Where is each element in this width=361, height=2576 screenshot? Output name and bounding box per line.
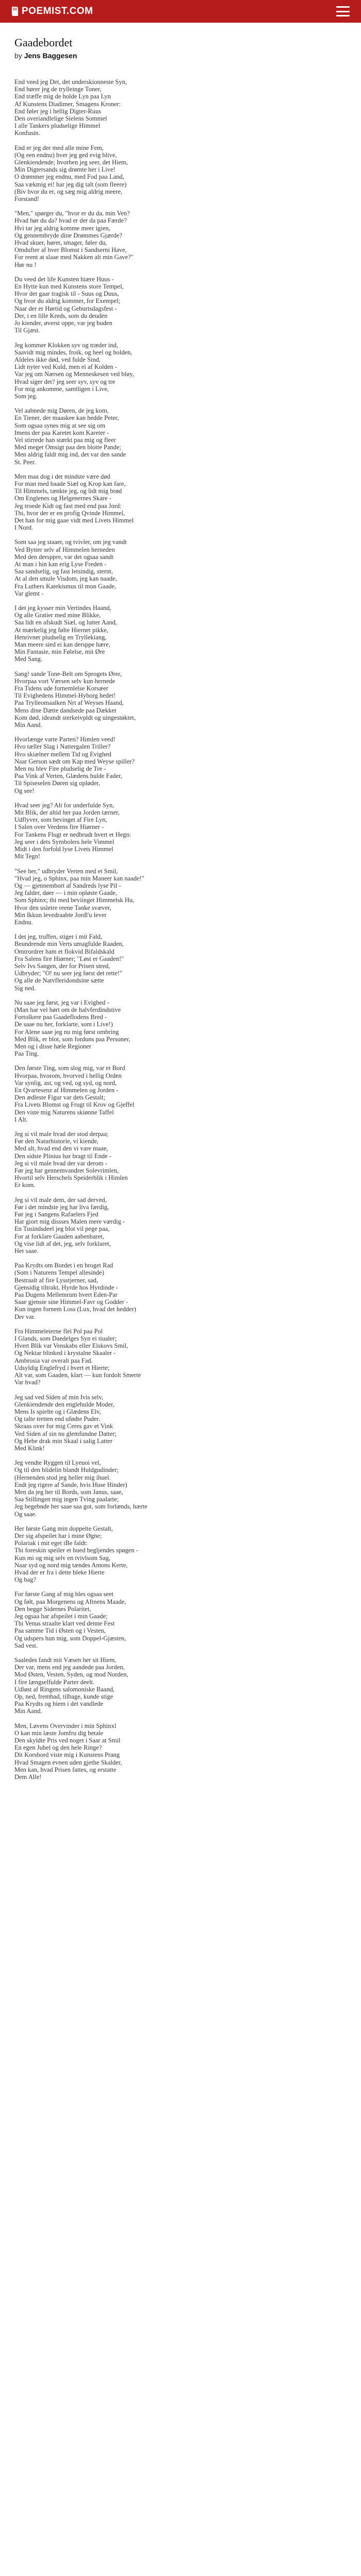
poem-line: Paa Krydts om Bordet i en broget Rad [14,1262,113,1269]
poem-line: Sig ned. [14,984,36,992]
poem-stanza [14,276,347,334]
poem-line: Jeg falder, døer — i min opløste Gaade, [14,889,118,897]
poem-line: Før jeg har gennemvandret Solevrimlen, [14,1167,119,1175]
poem-line: Med meget Omsigt paa den blotte Pande; [14,444,121,451]
poem-stanza [14,210,347,268]
poem-line: Paa Krydts og hiem i det vandlede [14,1700,104,1708]
poem-line: Skraas over for mig Ceres gav et Vink [14,1422,113,1430]
poem-line: For Alene saae jeg nu mig først ombring [14,1028,119,1036]
poem-stanza [14,538,347,597]
poem-line: Men aldrig faldt mig ind, det var den sande [14,451,126,459]
poem-line: Fra Salens fire Hiørner; "Løst er Gaaden!" [14,955,124,962]
poem-line: En Qvartesenz af Himmelen og Jorden - [14,1086,119,1094]
poem-line: Og følt, paa Morgenens og Aftnens Maade, [14,1598,126,1605]
poem-line: Og hvor du aldrig kommer, for Exempel; [14,297,121,305]
poem-line: Imens der paa Karetet kom Kareter - [14,429,109,436]
poem-line: Vel stirrede han stærkt paa mig og fleer [14,436,116,444]
poem-line: I Glands, som Daedelges Syn ei tiualer; [14,1335,117,1343]
poem-line: Og Hebe drak min Skaal i salig Latter [14,1437,112,1445]
poem-line: Naar der er Hørtid og Geburtsdagsfest - [14,304,117,312]
poem-line: I alle Tankers pludselige Himmel [14,122,101,130]
poem-line: Saa sandselig, og fast letsindig, sternt, [14,568,113,575]
poem-line: Fra Luthers Katekismus til mon Gaade, [14,582,117,590]
poem-line: Til Gjæst. [14,327,40,334]
poem-line: Der var, mens end jeg aandede paa Jorden, [14,1664,125,1671]
poem-title: Gaadebordet [14,36,73,49]
poem-line: Sad vest. [14,1641,38,1649]
poem-line: Paa Vink af Verten, Glædens hulde Fader, [14,772,122,780]
poem-line: Jeg ogsaa har afspeilet i min Gaade; [14,1612,108,1620]
poem-line: Saaledes fandt mit Væsen her sit Hiem, [14,1656,117,1664]
poem-line: Som ogsaa synes mig at see sig om [14,421,106,429]
poem-line: O drømmer jeg endnu, med Fod paa Land, [14,173,124,181]
poem-stanza [14,473,347,532]
poem-line: Bestraalt af fire Lysstjerner, sad, [14,1276,98,1284]
poem-line: Den ædleste Figur var dets Gestalt; [14,1094,106,1101]
poem-line: Polariak i mit eget iBe faldt: [14,1539,88,1547]
poem-line: For første Gang af mig bles ogsaa seet [14,1590,113,1598]
poem-line: Men kan, hvad Prisen fattes, og erstatte [14,1766,117,1773]
poem-line: Som Sphinx; thi med beviinget Himmelsk Hu, [14,896,135,904]
poem-line: Thi Venus straalte klart ved denne Fest [14,1620,115,1628]
poem-line: Til Spiseselen Døren sig opløder, [14,779,101,787]
poem-line: Og alle de Natvfleridondsine sætte [14,977,104,985]
poem-stanza [14,1394,347,1452]
poem-line: (Man har vel hørt om de halvferdindstive [14,1006,121,1013]
poem-line: Og til den blidelin blandt Huldgudinder; [14,1466,119,1474]
poem-stanza [14,868,347,926]
poem-line: Fra Himmeleierne flei Pol paa Pol [14,1327,103,1335]
poem-line: Mit Tegn! [14,853,40,860]
poem-line: Dem Alle! [14,1773,42,1781]
poem-line: En Tusindsdeel jeg blot vil pege paa, [14,1225,110,1233]
poem-line: Saavidt mig mindes, froik, og heel og holden, [14,348,133,356]
poem-line: Min Aand. [14,721,42,729]
poem-line: Men og i disse hæle Regioner [14,1042,91,1050]
poem-line: Udsyldig Englefryd i hvert et Hierte; [14,1364,110,1371]
poem-line: Hvad Smagen evnen uden gjethe Skalder, [14,1758,122,1766]
poem-line: End er jeg der med alle mine Fem, [14,144,104,151]
poem-line: Hvi tar jeg aldrig komme meer igien, [14,224,110,232]
poem-body [14,78,347,1781]
poem-line: En egen Jubel og den hele Ringe? [14,1744,102,1752]
poem-line: End hører jeg de trylleinge Toner, [14,86,102,93]
poem-line: O kan min læste Jomfru dig betale [14,1729,104,1737]
poem-line: Jeg troede Kidt og fast med end paa Jord: [14,502,122,510]
poem-line: "See her," udbryder Verten med et Smil, [14,867,118,875]
poem-line: I det jeg, truffen, stiger i mit Fald, [14,933,102,941]
poem-line: I Alt. [14,1115,28,1123]
poem-stanza [14,342,347,400]
poem-line: For Tankens Flugt er nedbrudt hvert et Hegn: [14,831,132,838]
poem-line: Med Blik, er blot, som forduns paa Personer, [14,1035,130,1043]
poem-line: Nu saae jeg først, jeg var i Evighed - [14,998,109,1006]
poem-line: Kom død, ideandt sterkeivpldt og uingestøktet, [14,714,136,721]
poem-line: Udflyver, som bevinget af Fire Lyn, [14,816,107,824]
poem-line: Min Aand. [14,1707,42,1715]
poem-stanza [14,933,347,992]
poem-line: Udløst af Ringens salomoniske Baand, [14,1685,115,1693]
poem-line: Jeg si vil male dem, der sad derved, [14,1196,107,1204]
poem-line: Sang! sande Tone-Belt om Sprogets Ører, [14,670,122,677]
poem-line: I Nord. [14,524,34,532]
poem-line: Kun ingen fornem Loss (Lux, hvad det hedder) [14,1306,137,1313]
poem-line: En Hytte kun med Kunstens store Tempel, [14,283,124,291]
poem-line: Er kom. [14,1181,36,1189]
poem-line: At mærkelig jeg følte Hiernet pikke, [14,626,108,634]
poem-line: Mit Blik, der altid her paa Jorden tærner, [14,809,120,817]
poem-line: Endnu. [14,918,33,926]
poem-line: Og vise lidt af det, jeg, selv forklaret, [14,1240,111,1247]
poem-line: At al den smule Visdom, jeg kan naade, [14,575,117,583]
poem-line: Hvad siger det? jeg seer syv, syv og tre [14,378,116,385]
poem-line: Hvo tæller Slag i Nattergalen Triller? [14,743,111,751]
poem-line: Ambrosia var overalt paa Fad. [14,1357,93,1364]
poem-line: End føler jeg i hellig Digter-Ruus [14,107,102,115]
poem-line: Paa Dugens Mellemrum hvert Eden-Par [14,1291,118,1299]
byline [14,52,347,60]
poem-line: Som jeg. [14,392,38,400]
poem-line: Jeg sad ved Siden af min Ivis selv, [14,1393,104,1401]
poem-line: Fra Livets Blomst og Frugt til Krov og Gjeffel [14,1101,135,1109]
poem-line: Og alle Gratier med mine Blikke, [14,612,101,619]
poem-line: Med den dersppre, var det ogsaa sandt [14,553,113,561]
poem-line: Og gennembryde dine Drømmes Gjærde? [14,231,122,239]
poem-line: Var synlig, ast, og ved, og syd, og nord, [14,1079,117,1087]
poem-line: Hvo skiælner mellem Tid og Evighed [14,750,111,758]
poem-line: Du veed det life Kunsten hiære Huus - [14,275,114,283]
poem-line: (Og een endnu) hver jeg ged evig blive, [14,151,117,159]
poem-line: Saae gjensie sine Himmel-Favr og Godder - [14,1298,128,1306]
poem-line: Midt i den forfold lyse Livets Himmel [14,845,113,853]
poem-line: Min Ikkun levedraabte Jordl'u lever [14,911,107,919]
poem-line: Omtrordrer ham et flokvid Bifaldskald [14,947,114,955]
poem-line: Jeg begebnde her saae saa got, som forlænds, hærte [14,1503,147,1511]
poem-line: Og see! [14,787,35,794]
poem-stanza [14,1262,347,1320]
poem-line: Den overiandlelige Sielens Sommel [14,115,107,123]
poem-line: Den viste mig Naturens skiønne Taffel [14,1108,114,1116]
poem-line: (Biv hvor du er, og sæg mig aldrig meere, [14,188,123,195]
poem-line: "Hvad jeg, o Sphinx, paa min Maneer kan naade!" [14,874,144,882]
poem-line: Naar Gerson sædt om Kap med Weyse spiller? [14,757,135,765]
poem-line: Og Nektar blinked i krystalne Skaaler - [14,1349,116,1357]
poem-line: For at forklare Gaaden aabenbaret, [14,1232,104,1240]
poem-stanza [14,1525,347,1584]
poem-stanza [14,1590,347,1649]
poem-line: Omdufter af hver Blomst i Sandserni Have, [14,246,127,254]
poem-line: Hvorpaa vort Værsen selv kun hernede [14,677,116,685]
poem-stanza [14,144,347,203]
poem-line: Hvad skuer, hører, smager, føler du, [14,239,107,247]
poem-line: Og udspers hun mig, som Doppel-Gjæsten, [14,1634,126,1642]
poem-line: Hvorlænge varte Parten? Himlen veed! [14,736,116,743]
poem-line: Kun mi og mig selv en tvivlsom Sag, [14,1554,111,1562]
poem-line: Her saae. [14,1247,39,1255]
poem-line: Hvor den usletre reene Tanke svæver, [14,904,111,911]
poem-line: For man med baade Siæl og Krop kan fare, [14,480,126,487]
poem-line: Hvad seer jeg? Alt for underfulde Syn, [14,801,114,809]
poem-line: Paa Trylleomaalken Nrt af Weyses Haand, [14,699,124,707]
poem-line: Endt jeg rigere af Sande, hvis Huse Hinder) [14,1481,127,1488]
poem-line: Og bag? [14,1576,36,1584]
poem-line: Naar syd og nord mig tændes Amons Kerte, [14,1561,128,1569]
poem-line: Min Fantasie, min Følelse, mit Øre [14,648,105,656]
poem-line: Glenkiendende den englehulde Moder, [14,1400,114,1408]
book-icon [11,6,19,16]
poem-line: Hør nu ! [14,261,37,268]
poem-line: Før i det mindste jeg har liva færdig, [14,1203,109,1211]
poem-line: Men, Løvens Overvinder i min Sphinxl [14,1722,117,1730]
poem-line: Paa samme Tid i Østen og i Vesten, [14,1627,106,1635]
poem-line: Mod Østen, Vesten, Syden, og mod Norden, [14,1671,128,1679]
poem-line: Fortolkere paa Gaadeflodens Bred - [14,1013,107,1021]
poem-line: Til Himmels, tænkte jeg, og lidt mig brød [14,487,122,495]
poem-line: Var jeg om Nærsen og Menneskesen ved bløy, [14,370,134,378]
poem-line: Og talte tretten end ufødte Puder. [14,1415,100,1423]
poem-line: Har giort mig dissses Malen mere værdig - [14,1218,125,1226]
poem-line: Vel aabnede mig Døren, de jeg kom, [14,407,109,415]
poem-line: Op, ned, frembad, tilbage, kunde stige [14,1693,113,1701]
poem-line: Saa lidt en afskudt Siæl, og lutter Aand, [14,619,117,626]
poem-line: Og — gjennembort af Sandreds lyse Pil - [14,882,121,889]
poem-line: Lidt nyter ved Kuld, men ei af Kolden - [14,363,117,371]
poem-line: Med Klink! [14,1444,45,1452]
poem-line: Alt var, som Gaaden, klart — kun fordolt Smerte [14,1371,141,1379]
poem-line: Hvorpaa, hvorom, hvorved i hellig Orden [14,1072,122,1079]
poem-line: Dit Korsbord viste mig i Kunstens Prang [14,1751,120,1759]
poem-container [0,23,361,2576]
poem-line: Og saae. [14,1510,37,1518]
poem-line: Med alt, hvad end den vi vare maae, [14,1145,108,1153]
poem-line: I det jeg kysser min Vertindes Haand, [14,604,111,612]
poem-line: Jeg vendte Ryggen til Lyeuoi vel, [14,1459,101,1467]
poem-stanza [14,78,347,137]
poem-line: Thi, hvor der er en profig Qvinde Himmel, [14,509,125,517]
poem-line: Der, i en lille Kreds, som du deuden [14,312,108,319]
poem-line: Hvortil selv Herschels Speiderblik i Himlen [14,1174,128,1182]
poem-line: En Tiener, der maaskee kan hedde Peter, [14,414,119,422]
logo-text: POEMIST.COM [22,6,93,16]
poem-stanza [14,670,347,729]
poem-stanza [14,1656,347,1715]
poem-stanza [14,1196,347,1255]
poem-line: End træffe mig de holde Lyn paa Lyn [14,93,111,100]
poem-line: Thi foreskin speiler et hued begljendes spøgen - [14,1547,138,1554]
poem-line: I Salen over Verdens fire Hiørner - [14,823,104,831]
poem-line: Før den Naturhistorie, vi kiende, [14,1138,99,1145]
poem-line: Hvad hør du da? hvad er der da paa Færde? [14,217,127,225]
poem-line: Som saa jeg staaer, og tvivler, om jeg vandt [14,538,127,546]
poem-line: Saa Stillingen mig ingen Tving paalarte; [14,1496,119,1503]
poem-line: Mens Is spielte og i Glædens Elv, [14,1408,101,1415]
poem-line: Paa Ting. [14,1050,39,1058]
poem-line: Den første Ting, som slog mig, var et Bord [14,1064,125,1072]
poem-stanza [14,1130,347,1189]
poem-line: Forstand! [14,195,39,203]
poem-stanza [14,802,347,860]
poem-line: For mig ankomme, samtligen i Live, [14,385,109,393]
byline-prefix: by [14,52,22,60]
poem-line: Men da jeg her til Bords, som Janus, saae, [14,1488,123,1496]
poem-line: At man i hin kan erig Lyse Freden - [14,560,107,568]
poem-line: Men maa dog i det mindste være død [14,472,110,480]
poem-stanza [14,999,347,1058]
poem-line: (Hernenden stod jeg heller mig ihuel. [14,1473,111,1481]
poem-line: "Men," spørger du, "hvor er du da, min Ven? [14,210,130,217]
author-link[interactable]: Jens Baggesen [24,52,77,60]
poem-line: Henrivner pludselig en Tryllekiang, [14,633,107,641]
poem-line: Men nu blev Fire pludselig de Tre - [14,765,106,773]
poem-line: Med Sang. [14,655,43,663]
poem-line: Ved Bytter selv af Himmelen herneden [14,546,115,553]
poem-line: Fra Tidens ude fornemlelse Korsæer [14,685,108,692]
poem-line: Gjensidig tiltrakt, Hyrde hos Hyrdinde - [14,1283,118,1291]
poem-line: Hvert Blik var Venskabs eller Elskovs Smil, [14,1342,128,1350]
poem-line: Konfusin. [14,129,40,137]
poem-line: Hvor det gaar tragisk til - Suus og Duus, [14,290,119,298]
poem-line: Af Kunstens Diadimer, Smagens Kroner: [14,100,121,108]
poem-line: Man meere sied ei kan dersppe hære, [14,641,110,649]
poem-line: Jeg seer i dets Symbolers hele Vimmel [14,838,114,845]
poem-line: Den begge Sidernes Polaritet, [14,1605,91,1613]
poem-line: Min Digtersands sig drømte her i Live! [14,166,116,174]
poem-line: Beundrende min Verts umagfulde Raaden, [14,940,124,948]
poem-line: Den skyldte Pris ved noget i Saar at Smil [14,1737,121,1744]
poem-line: Jeg si vil male hvad der stod derpaa; [14,1130,109,1138]
menu-icon[interactable] [336,6,350,16]
poem-line: Den sidste Plinius har bragt til Ende - [14,1152,111,1160]
poem-line: Var glemt - [14,589,44,597]
poem-stanza [14,604,347,663]
poem-stanza [14,1722,347,1781]
poem-stanza [14,1328,347,1386]
poem-line: Aldeles ikke død, ved fulde Sind, [14,355,101,363]
poem-stanza [14,1064,347,1123]
poem-line: (Som i Naturens Tempel allesinde) [14,1269,104,1277]
poem-line: Selv Ivs Sangen, der for Prisen stred, [14,962,110,970]
poem-line: Før jeg i Sangens Rafaelers Fjed [14,1211,99,1218]
poem-line: Til Evighedens Himmel-Hyborg hedet! [14,692,116,700]
poem-line: Om Englenes og Helgenernes Skare - [14,495,111,502]
poem-stanza [14,407,347,466]
poem-line: End veed jeg Det, det underskionneste Syn, [14,78,127,86]
poem-line: Det han for mig gaae vidt med Livets Himmel [14,516,134,524]
poem-line: Glenkiendende; hvorhen jeg seer, det Hiem, [14,159,128,166]
site-header [0,0,361,23]
poem-line: De saae nu her, forklarte, som i Live!) [14,1021,113,1028]
poem-stanza [14,1459,347,1518]
poem-line: Der var. [14,1313,36,1320]
poem-line: Hvad der er fra i dette bleke Hierte [14,1568,105,1576]
poem-line: Der sig afspeilet har i mine Øgne; [14,1532,102,1539]
poem-line: St. Peer. [14,458,36,466]
site-logo[interactable] [11,6,93,17]
poem-line: Jeg si vil male hvad der var derom - [14,1159,107,1167]
poem-line: Saa vækmig ei! har jeg dig talt (som fleere) [14,180,127,188]
poem-line: Jeg kommer Klokken syv og træder ind, [14,341,119,349]
poem-stanza [14,736,347,794]
poem-line: For reent at slaae med Nakken alt min Gave?" [14,253,134,261]
poem-line: Jo kiender, øverst oppe, var jeg buden [14,319,112,327]
poem-line: Udbryder; "O! nu seer jeg først det rette!" [14,970,123,977]
poem-line: Ved Siden af sin nu glemfundne Datter; [14,1430,117,1437]
poem-line: I fire længselfulde Parter deelt. [14,1678,95,1686]
poem-line: Mens dine Dætte dandsede paa Dækket [14,706,117,714]
poem-line: Her første Gang min doppelte Gestalt, [14,1524,113,1532]
poem-line: Var hvad? [14,1379,41,1386]
